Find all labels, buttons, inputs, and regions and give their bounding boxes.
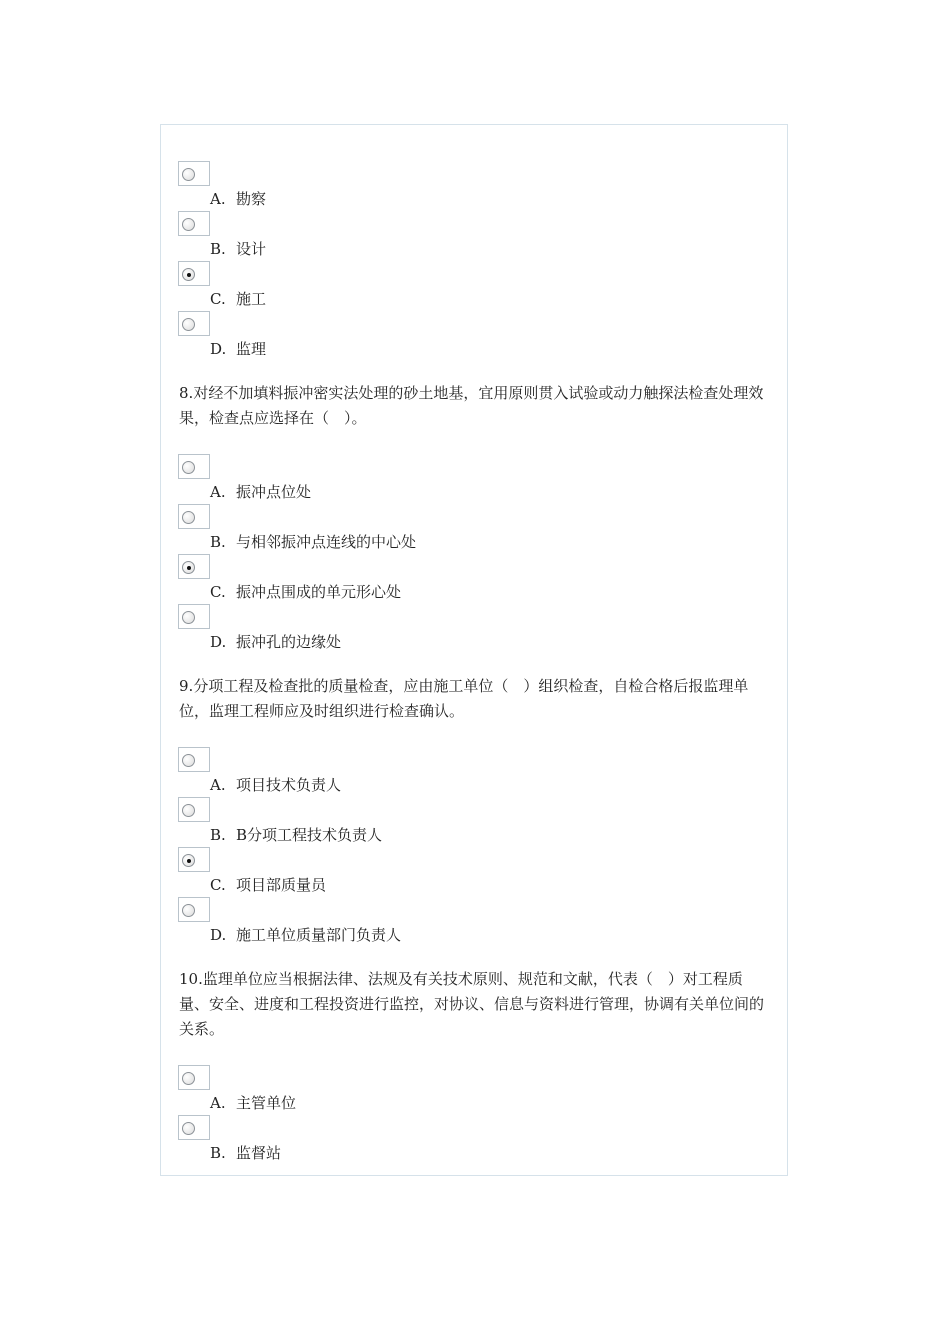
- option-q10-a: A. 主管单位: [210, 1094, 297, 1112]
- radio-q7-a[interactable]: [178, 161, 210, 186]
- question-9-text: 9.分项工程及检查批的质量检查，应由施工单位（ ）组织检查，自检合格后报监理单位，监理工程师应及时组织进行检查确认。: [179, 677, 749, 720]
- option-q9-b: B. B分项工程技术负责人: [210, 826, 383, 844]
- option-q8-c: C. 振冲点围成的单元形心处: [210, 583, 402, 601]
- radio-q9-b[interactable]: [178, 797, 210, 822]
- option-q8-a: A. 振冲点位处: [210, 483, 312, 501]
- option-q7-b: B. 设计: [210, 240, 267, 258]
- radio-q8-d[interactable]: [178, 604, 210, 629]
- question-8-text: 8.对经不加填料振冲密实法处理的砂土地基，宜用原则贯入试验或动力触探法检查处理效果，检查点应选择在（ ）。: [179, 384, 764, 427]
- radio-q7-d[interactable]: [178, 311, 210, 336]
- option-q8-d: D. 振冲孔的边缘处: [210, 633, 342, 651]
- option-q7-c: C. 施工: [210, 290, 267, 308]
- radio-q10-a[interactable]: [178, 1065, 210, 1090]
- radio-q8-a[interactable]: [178, 454, 210, 479]
- radio-q9-a[interactable]: [178, 747, 210, 772]
- option-q9-a: A. 项目技术负责人: [210, 776, 342, 794]
- radio-q7-b[interactable]: [178, 211, 210, 236]
- option-q8-b: B. 与相邻振冲点连线的中心处: [210, 533, 417, 551]
- radio-q8-c[interactable]: [178, 554, 210, 579]
- radio-q9-d[interactable]: [178, 897, 210, 922]
- option-q10-b: B. 监督站: [210, 1144, 282, 1162]
- option-q7-a: A. 勘察: [210, 190, 267, 208]
- radio-q9-c[interactable]: [178, 847, 210, 872]
- radio-q10-b[interactable]: [178, 1115, 210, 1140]
- radio-q7-c[interactable]: [178, 261, 210, 286]
- radio-q8-b[interactable]: [178, 504, 210, 529]
- question-10-text: 10.监理单位应当根据法律、法规及有关技术原则、规范和文献，代表（ ）对工程质量、安全、进度和工程投资进行监控，对协议、信息与资料进行管理，协调有关单位间的关系。: [179, 970, 765, 1038]
- option-q7-d: D. 监理: [210, 340, 267, 358]
- option-q9-c: C. 项目部质量员: [210, 876, 327, 894]
- option-q9-d: D. 施工单位质量部门负责人: [210, 926, 402, 944]
